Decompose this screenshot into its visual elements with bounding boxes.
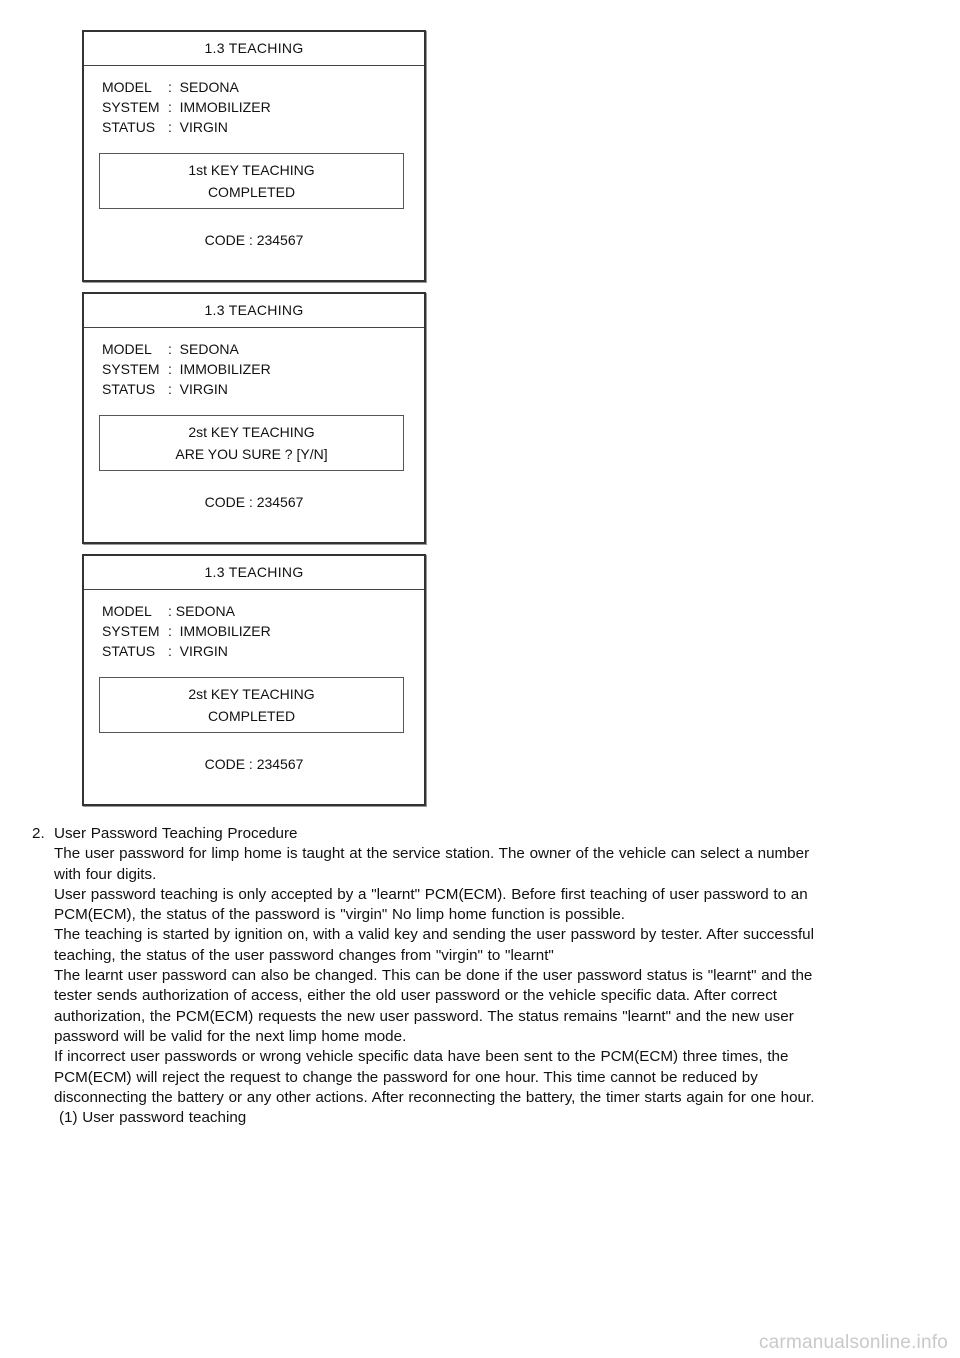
status-label: STATUS [102,643,156,659]
model-row [102,339,271,359]
screen-title: 1.3 TEACHING [204,302,304,318]
screen-title: 1.3 TEACHING [204,564,304,580]
system-value: : IMMOBILIZER [168,99,271,115]
model-value: : SEDONA [168,341,239,357]
body-line: authorization, the PCM(ECM) requests the new user password. The status remains "learnt" and the new user [54,1007,794,1025]
system-label: SYSTEM [102,99,160,115]
screen-title: 1.3 TEACHING [204,40,304,56]
procedure-section [32,824,922,1128]
body-line: with four digits. [54,865,157,883]
status-label: STATUS [102,381,156,397]
status-value: : VIRGIN [168,643,228,659]
vehicle-info [102,601,271,661]
message-line-2: COMPLETED [207,184,296,200]
tester-screen-1 [82,30,426,282]
status-row [102,379,271,399]
sub-item-user-password-teaching: (1) User password teaching [59,1109,247,1127]
body-line: The learnt user password can also be changed. This can be done if the user password status is "learnt" and the [54,967,813,985]
body-line: PCM(ECM) will reject the request to change the password for one hour. This time cannot be reduced by [54,1068,758,1086]
code-readout: CODE : 234567 [204,232,304,248]
body-line: The teaching is started by ignition on, with a valid key and sending the user password by tester. After successful [54,926,815,944]
tester-screen-2 [82,292,426,544]
title-divider [84,589,424,590]
model-row [102,601,271,621]
message-line-2: ARE YOU SURE ? [Y/N] [175,446,328,462]
message-line-2: COMPLETED [207,708,296,724]
body-line: password will be valid for the next limp home mode. [54,1027,407,1045]
model-row [102,77,271,97]
status-value: : VIRGIN [168,381,228,397]
message-box [99,153,404,209]
body-line: tester sends authorization of access, either the old user password or the vehicle specific data. After correct [54,987,778,1005]
system-row [102,359,271,379]
body-line: If incorrect user passwords or wrong vehicle specific data have been sent to the PCM(ECM) three times, the [54,1048,789,1066]
model-label: MODEL [102,603,152,619]
system-row [102,621,271,641]
system-value: : IMMOBILIZER [168,361,271,377]
system-label: SYSTEM [102,361,160,377]
title-divider [84,327,424,328]
status-value: : VIRGIN [168,119,228,135]
model-value: : SEDONA [168,79,239,95]
procedure-number: 2. [32,825,45,842]
system-row [102,97,271,117]
system-label: SYSTEM [102,623,160,639]
code-readout: CODE : 234567 [204,756,304,772]
status-label: STATUS [102,119,156,135]
tester-screen-3 [82,554,426,806]
body-line: PCM(ECM), the status of the password is "virgin" No limp home function is possible. [54,906,625,924]
message-line-1: 2st KEY TEACHING [188,686,315,702]
vehicle-info [102,339,271,399]
system-value: : IMMOBILIZER [168,623,271,639]
message-box [99,415,404,471]
procedure-body [54,844,922,1108]
model-value: : SEDONA [168,603,235,619]
body-line: disconnecting the battery or any other actions. After reconnecting the battery, the timer starts again for one hour. [54,1088,815,1106]
title-divider [84,65,424,66]
message-line-1: 1st KEY TEACHING [188,162,315,178]
watermark: carmanualsonline.info [758,1332,948,1353]
body-line: The user password for limp home is taught at the service station. The owner of the vehicle can select a number [54,845,810,863]
code-readout: CODE : 234567 [204,494,304,510]
model-label: MODEL [102,341,152,357]
model-label: MODEL [102,79,152,95]
message-line-1: 2st KEY TEACHING [188,424,315,440]
vehicle-info [102,77,271,137]
message-box [99,677,404,733]
procedure-heading: User Password Teaching Procedure [54,825,298,842]
body-line: User password teaching is only accepted by a "learnt" PCM(ECM). Before first teaching of user password to an [54,885,808,903]
body-line: teaching, the status of the user password changes from "virgin" to "learnt" [54,946,554,964]
status-row [102,641,271,661]
status-row [102,117,271,137]
